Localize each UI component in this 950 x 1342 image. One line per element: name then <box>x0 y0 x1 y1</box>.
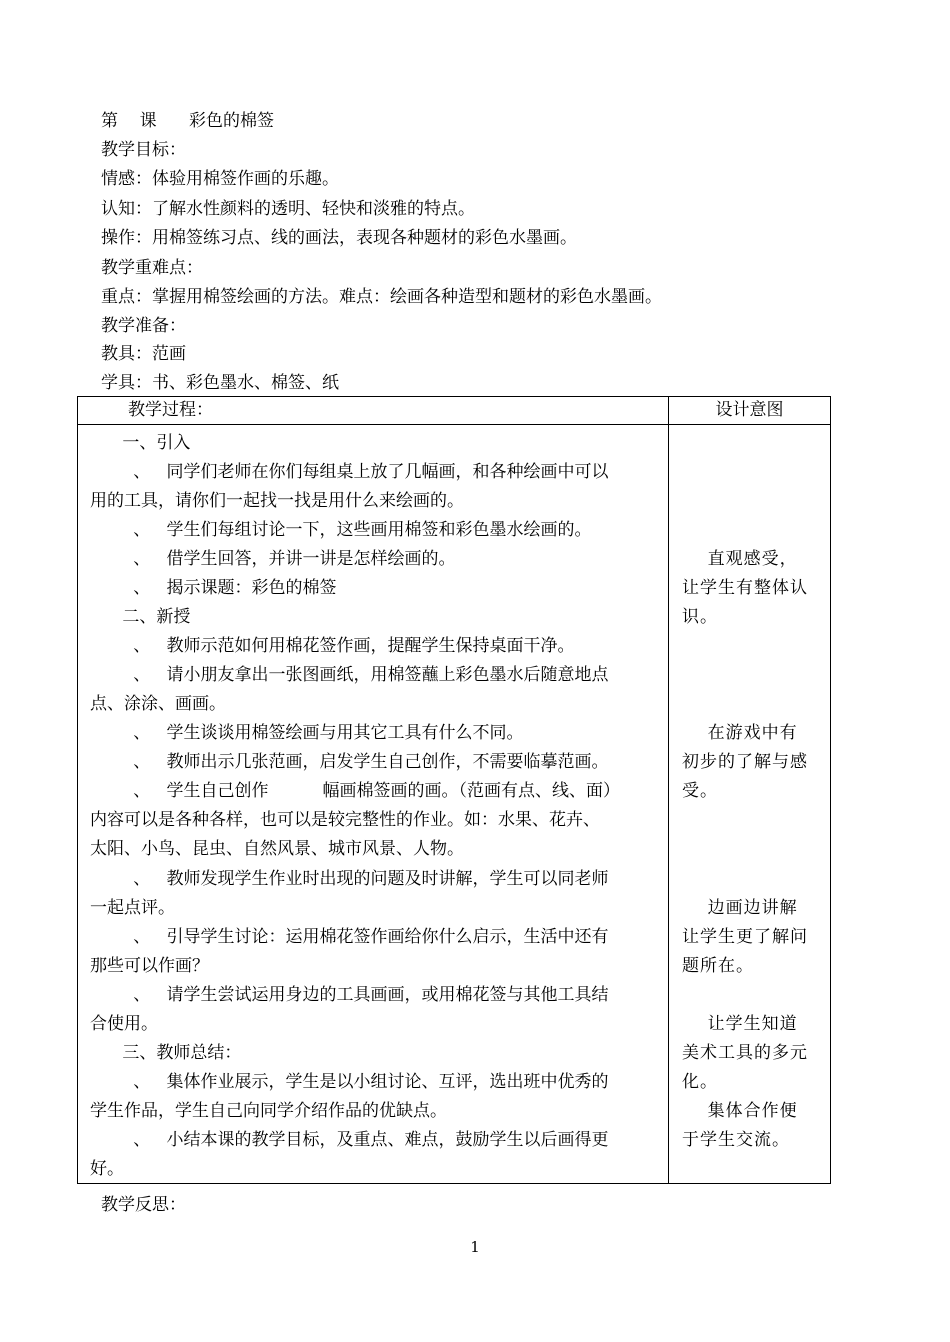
process-line: 、 教师示范如何用棉花签作画，提醒学生保持桌面干净。 <box>90 636 575 656</box>
process-line: 、 集体作业展示，学生是以小组讨论、互评，选出班中优秀的 <box>90 1072 609 1092</box>
design-note-line: 集体合作便 <box>682 1101 798 1121</box>
design-header: 设计意图 <box>669 397 831 425</box>
process-line: 学生作品，学生自己向同学介绍作品的优缺点。 <box>90 1101 447 1121</box>
design-note-line: 让学生知道 <box>682 1014 798 1034</box>
design-note-line: 题所在。 <box>682 956 754 976</box>
teacher-tools: 教具：范画 <box>101 344 186 364</box>
design-note-line: 让学生有整体认 <box>682 578 808 598</box>
process-line: 合使用。 <box>90 1014 158 1034</box>
key-points-label: 教学重难点： <box>101 258 203 278</box>
process-cell <box>78 425 669 1184</box>
process-line: 、 同学们老师在你们每组桌上放了几幅画，和各种绘画中可以 <box>90 462 609 482</box>
process-line: 点、涂涂、画画。 <box>90 694 226 714</box>
goal-cognition: 认知：了解水性颜料的透明、轻快和淡雅的特点。 <box>101 199 475 219</box>
design-note-line: 初步的了解与感 <box>682 752 808 772</box>
process-line: 、 借学生回答，并讲一讲是怎样绘画的。 <box>90 549 456 569</box>
process-line: 二、新授 <box>90 607 191 627</box>
design-cell <box>669 425 831 1184</box>
key-points: 重点：掌握用棉签绘画的方法。难点：绘画各种造型和题材的彩色水墨画。 <box>101 287 662 307</box>
design-note-line: 化。 <box>682 1072 718 1092</box>
process-line: 一起点评。 <box>90 898 175 918</box>
process-line: 、 小结本课的教学目标，及重点、难点，鼓励学生以后画得更 <box>90 1130 609 1150</box>
process-line: 、 学生谈谈用棉签绘画与用其它工具有什么不同。 <box>90 723 524 743</box>
process-line: 一、引入 <box>90 433 191 453</box>
design-note-line: 边画边讲解 <box>682 898 798 918</box>
process-line: 用的工具，请你们一起找一找是用什么来绘画的。 <box>90 491 464 511</box>
design-note-line: 于学生交流。 <box>682 1130 790 1150</box>
process-line: 内容可以是各种各样，也可以是较完整性的作业。如：水果、花卉、 <box>90 810 600 830</box>
lesson-plan-table <box>77 396 831 1184</box>
process-line: 那些可以作画？ <box>90 956 209 976</box>
design-note-line: 在游戏中有 <box>682 723 798 743</box>
design-note-line: 受。 <box>682 781 718 801</box>
design-note-line: 识。 <box>682 607 718 627</box>
process-line: 、 教师出示几张范画，启发学生自己创作，不需要临摹范画。 <box>90 752 609 772</box>
process-line: 、 引导学生讨论：运用棉花签作画给你什么启示，生活中还有 <box>90 927 609 947</box>
process-header: 教学过程： <box>78 397 669 425</box>
page-number: 1 <box>470 1238 480 1256</box>
student-tools: 学具：书、彩色墨水、棉签、纸 <box>101 373 339 393</box>
process-line: 、 学生们每组讨论一下，这些画用棉签和彩色墨水绘画的。 <box>90 520 592 540</box>
goal-operation: 操作：用棉签练习点、线的画法，表现各种题材的彩色水墨画。 <box>101 228 577 248</box>
design-note-line: 让学生更了解问 <box>682 927 808 947</box>
process-line: 、 教师发现学生作业时出现的问题及时讲解，学生可以同老师 <box>90 869 609 889</box>
design-note-line: 美术工具的多元 <box>682 1043 808 1063</box>
process-line: 、 学生自己创作 幅画棉签画的画。（范画有点、线、面） <box>90 781 620 801</box>
reflection-label: 教学反思： <box>101 1195 186 1215</box>
process-line: 、 请学生尝试运用身边的工具画画，或用棉花签与其他工具结 <box>90 985 609 1005</box>
process-line: 、 揭示课题：彩色的棉签 <box>90 578 337 598</box>
prep-label: 教学准备： <box>101 316 186 336</box>
process-line: 三、教师总结： <box>90 1043 242 1063</box>
process-line: 好。 <box>90 1159 124 1179</box>
design-note-line: 直观感受， <box>682 549 798 569</box>
process-line: 太阳、小鸟、昆虫、自然风景、城市风景、人物。 <box>90 839 464 859</box>
goals-label: 教学目标： <box>101 140 186 160</box>
goal-emotion: 情感：体验用棉签作画的乐趣。 <box>101 169 339 189</box>
lesson-title: 第 课 彩色的棉签 <box>101 111 275 131</box>
process-line: 、 请小朋友拿出一张图画纸，用棉签蘸上彩色墨水后随意地点 <box>90 665 609 685</box>
